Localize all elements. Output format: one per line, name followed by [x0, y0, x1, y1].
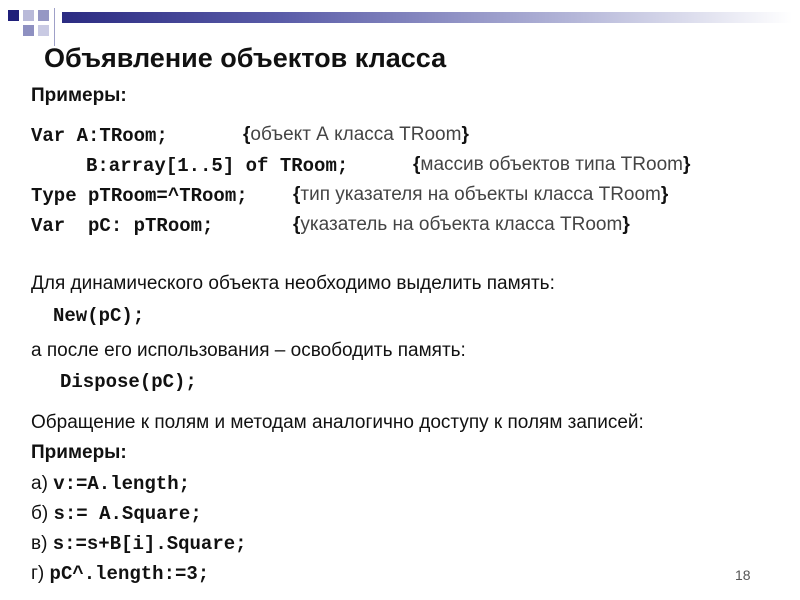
- code-line-3: [31, 185, 248, 207]
- decor-square-dark: [8, 10, 19, 21]
- example-d: [31, 563, 209, 585]
- example-code: s:=s+B[i].Square;: [52, 533, 247, 555]
- example-code: v:=A.length;: [53, 473, 191, 495]
- comment-text: тип указателя на объекты класса TRoom: [300, 184, 661, 205]
- decor-square-light: [23, 10, 34, 21]
- example-label: а): [31, 473, 48, 494]
- access-text: Обращение к полям и методам аналогично доступу к полям записей:: [31, 412, 644, 433]
- decor-square-mid: [38, 10, 49, 21]
- example-label: г): [31, 563, 45, 584]
- comment-line-2: {массив объектов типа TRoom}: [413, 154, 691, 175]
- example-label: б): [31, 503, 49, 524]
- code-text: Var A:TRoom;: [31, 125, 168, 147]
- dispose-code: Dispose(pC);: [60, 371, 197, 393]
- example-label: в): [31, 533, 48, 554]
- comment-text: объект А класса TRoom: [250, 124, 462, 145]
- new-code: New(pC);: [53, 305, 145, 327]
- example-code: pC^.length:=3;: [49, 563, 210, 585]
- slide-title: Объявление объектов класса: [44, 43, 447, 73]
- code-line-4: [31, 215, 213, 237]
- code-line-2: [86, 155, 348, 177]
- code-text: B:array[1..5] of TRoom;: [86, 155, 349, 177]
- comment-line-4: {указатель на объекта класса TRoom}: [293, 214, 630, 235]
- examples-label-2: Примеры:: [31, 442, 127, 463]
- decor-square-mid-2: [23, 25, 34, 36]
- code-text: Type pTRoom=^TRoom;: [31, 185, 248, 207]
- comment-line-3: {тип указателя на объекты класса TRoom}: [293, 184, 669, 205]
- example-c: [31, 533, 247, 555]
- decor-gradient-bar: [62, 12, 792, 23]
- code-text: Var pC: pTRoom;: [31, 215, 214, 237]
- code-line-1: [31, 125, 168, 147]
- page-number: 18: [735, 567, 751, 583]
- example-b: [31, 503, 202, 525]
- examples-label: Примеры:: [31, 85, 127, 106]
- decor-square-light-2: [38, 25, 49, 36]
- dynamic-memory-text: Для динамического объекта необходимо выделить память:: [31, 273, 555, 294]
- comment-line-1: {объект А класса TRoom}: [243, 124, 469, 145]
- comment-text: указатель на объекта класса TRoom: [300, 214, 623, 235]
- example-a: [31, 473, 190, 495]
- example-code: s:= A.Square;: [53, 503, 202, 525]
- decor-vertical-line: [54, 8, 55, 46]
- after-use-text: а после его использования – освободить память:: [31, 340, 466, 361]
- comment-text: массив объектов типа TRoom: [420, 154, 683, 175]
